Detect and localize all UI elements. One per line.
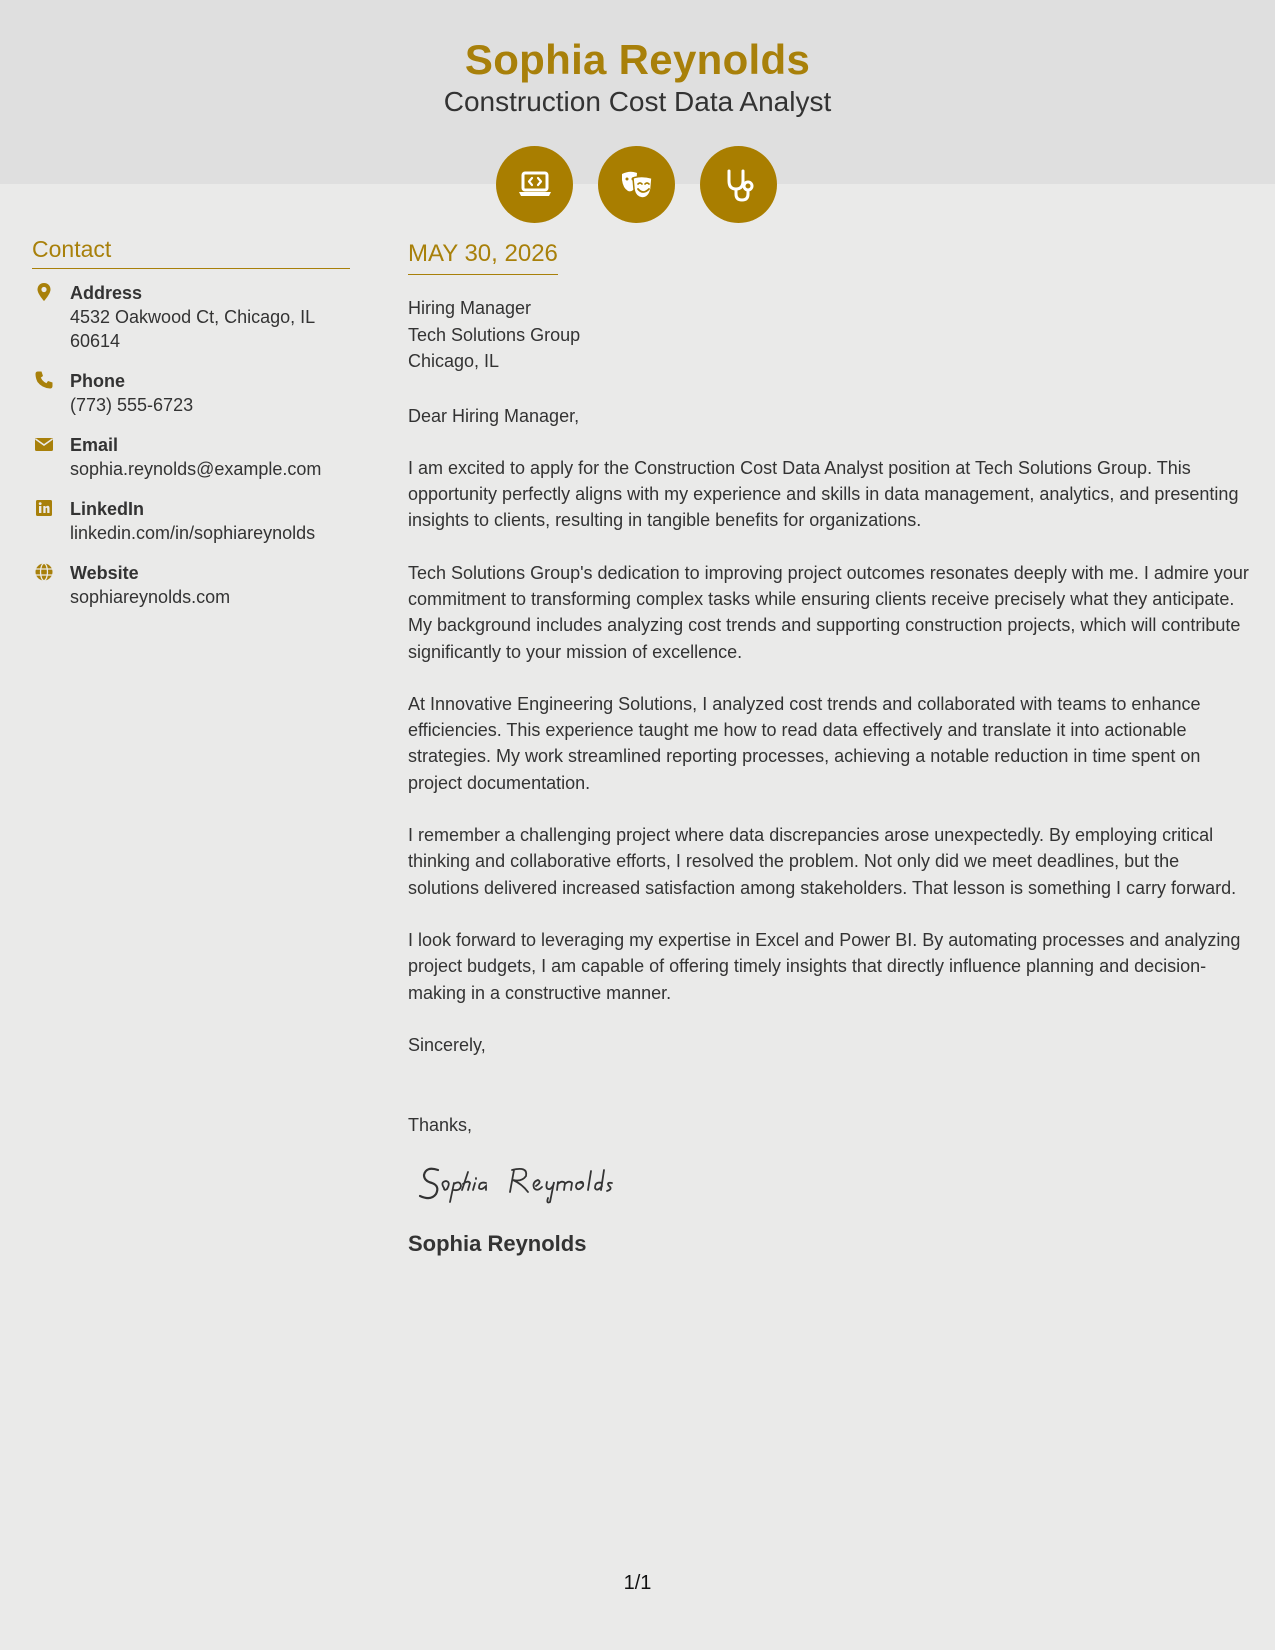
contact-item-linkedin (32, 497, 350, 545)
linkedin-value: linkedin.com/in/sophiareynolds (70, 523, 316, 543)
letter-date: MAY 30, 2026 (408, 240, 558, 275)
salutation: Dear Hiring Manager, (408, 405, 580, 426)
theater-masks-icon (598, 146, 675, 223)
recipient-line: Hiring Manager (408, 298, 532, 318)
map-marker-icon (34, 282, 54, 302)
recipient-line: Tech Solutions Group (408, 324, 581, 345)
globe-icon (34, 562, 54, 582)
linkedin-icon (34, 498, 54, 518)
stethoscope-icon (700, 146, 777, 223)
page-number: 1/1 (623, 1572, 652, 1594)
interest-icons (496, 146, 780, 222)
email-value: sophia.reynolds@example.com (70, 459, 322, 479)
email-label: Email (70, 435, 119, 455)
letter-body (408, 240, 1253, 1257)
address-label: Address (70, 283, 143, 303)
signature-image (416, 1156, 666, 1206)
recipient-block (408, 295, 1253, 375)
body-paragraph: Tech Solutions Group's dedication to improving project outcomes resonates deeply with me. I admire your commitment to transforming complex tasks while ensuring clients receive precisely what they anticipate. My background includes analyzing cost trends and supporting construction projects, which will contribute significantly to your mission of excellence. (408, 562, 1249, 662)
signed-name: Sophia Reynolds (408, 1231, 587, 1257)
envelope-icon (34, 434, 54, 454)
phone-label: Phone (70, 371, 126, 391)
closing: Sincerely, (408, 1034, 486, 1055)
website-label: Website (70, 563, 139, 583)
contact-item-website (32, 561, 350, 609)
phone-icon (34, 370, 54, 390)
job-title: Construction Cost Data Analyst (443, 86, 832, 117)
contact-item-email (32, 433, 350, 481)
thanks: Thanks, (408, 1115, 473, 1136)
website-value: sophiareynolds.com (70, 587, 231, 607)
address-value: 4532 Oakwood Ct, Chicago, IL 60614 (70, 307, 315, 351)
body-paragraph: At Innovative Engineering Solutions, I analyzed cost trends and collaborated with teams to enhance efficiencies. This experience taught me how to read data effectively and translate it into actionable strategies. My work streamlined reporting processes, achieving a notable reduction in time spent on project documentation. (408, 693, 1201, 793)
recipient-line: Chicago, IL (408, 351, 500, 371)
body-paragraph: I remember a challenging project where data discrepancies arose unexpectedly. By employing critical thinking and collaborative efforts, I resolved the problem. Not only did we meet deadlines, but the solutions delivered increased satisfaction among stakeholders. That lesson is something I carry forward. (408, 825, 1237, 898)
body-paragraph: I am excited to apply for the Construction Cost Data Analyst position at Tech Solutions Group. This opportunity perfectly aligns with my experience and skills in data management, analytics, and presenting insights to clients, resulting in tangible benefits for organizations. (408, 457, 1239, 531)
contact-sidebar (32, 236, 350, 625)
applicant-name: Sophia Reynolds (464, 36, 811, 83)
phone-value: (773) 555-6723 (70, 395, 194, 415)
body-paragraph: I look forward to leveraging my expertise in Excel and Power BI. By automating processes and analyzing project budgets, I am capable of offering timely insights that directly influence planning and decision-making in a constructive manner. (408, 929, 1241, 1003)
contact-heading: Contact (32, 236, 350, 269)
linkedin-label: LinkedIn (70, 499, 145, 519)
contact-item-phone (32, 369, 350, 417)
contact-item-address (32, 281, 350, 353)
laptop-code-icon (496, 146, 573, 223)
